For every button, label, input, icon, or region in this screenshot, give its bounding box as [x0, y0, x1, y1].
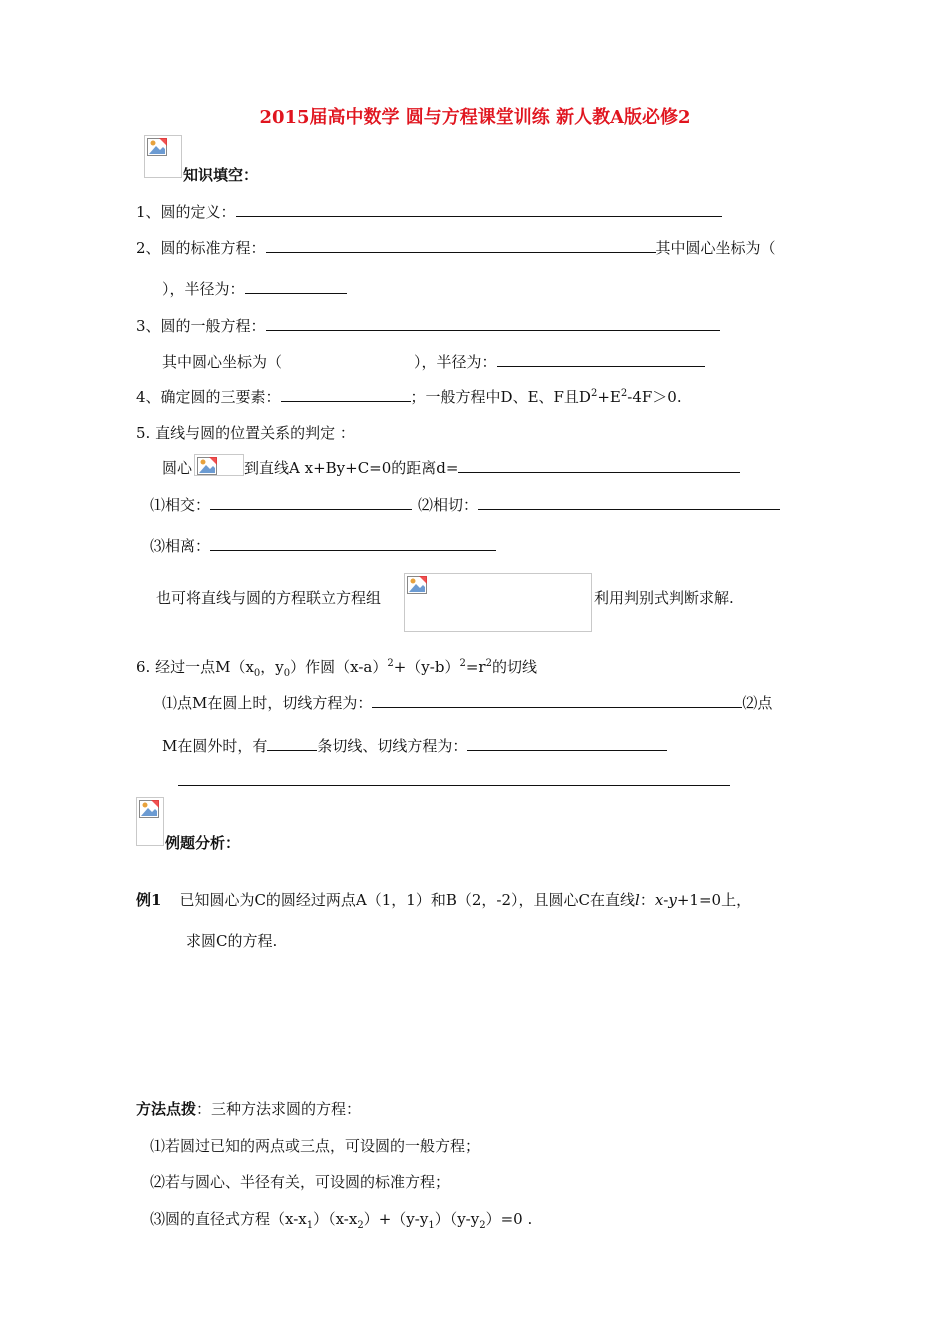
q5-discriminant-text: 利用判别式判断求解.	[594, 589, 734, 607]
var-y: y	[668, 891, 677, 909]
q3-center-text: 其中圆心坐标为（	[162, 353, 283, 371]
q3-text: 3、圆的一般方程：	[136, 317, 266, 335]
q5-intersect	[150, 494, 780, 515]
var-x: x	[654, 891, 664, 909]
blank-line	[210, 495, 412, 510]
q6-on-circle	[162, 692, 772, 713]
section-heading-examples: 例题分析：	[165, 834, 241, 852]
q6-text-3: ）作圆（x-a）	[290, 658, 388, 676]
method-2: ⑵若与圆心、半径有关，可设圆的标准方程；	[150, 1173, 451, 1191]
blank-line	[236, 202, 722, 217]
q3-label	[136, 315, 720, 336]
blank-line	[245, 279, 347, 294]
example-label: 例1	[136, 891, 162, 909]
q5-system-text: 也可将直线与圆的方程联立方程组	[156, 589, 382, 607]
q6-point-text: ⑵点	[742, 694, 773, 712]
q6-text-4: +（y-b）	[393, 658, 460, 676]
superscript: 2	[387, 658, 394, 669]
subscript: 1	[306, 1220, 314, 1231]
subscript: 2	[479, 1220, 486, 1231]
q2-center-text: 其中圆心坐标为（	[655, 239, 776, 257]
q6-text-5: =r	[465, 658, 486, 676]
q2-radius-text: ），半径为：	[162, 280, 245, 298]
q5-distance	[162, 457, 740, 478]
example-text-2: +1=0上，	[676, 891, 752, 909]
method-3-text-4: ）（y-y	[434, 1210, 480, 1228]
q6-outside-text: M在圆外时，有	[162, 737, 268, 755]
q1-label	[136, 201, 722, 222]
blank-line	[266, 316, 720, 331]
q4-label	[136, 386, 682, 407]
q2-text: 2、圆的标准方程：	[136, 239, 266, 257]
blank-line	[210, 536, 496, 551]
q2-label	[136, 237, 776, 258]
broken-image-icon	[194, 454, 244, 476]
minus: -	[663, 891, 669, 909]
blank-line	[467, 736, 667, 751]
broken-image-icon	[136, 797, 164, 846]
q1-text: 1、圆的定义：	[136, 203, 236, 221]
method-label: 方法点拨	[136, 1100, 197, 1118]
q5-distance-text: 到直线A x+By+C=0的距离d=	[244, 459, 459, 477]
q3-radius-text: ），半径为：	[414, 353, 497, 371]
blank-line	[458, 458, 740, 473]
blank-line	[267, 736, 317, 751]
blank-line	[281, 387, 411, 402]
subscript: 2	[357, 1220, 364, 1231]
blank-line	[372, 693, 742, 708]
q3-cont	[162, 351, 705, 372]
subscript: 1	[428, 1220, 435, 1231]
q5-separate-text: ⑶相离：	[150, 537, 211, 555]
method-3-text-5: ）=0 .	[485, 1210, 533, 1228]
q5-center-text: 圆心	[162, 459, 193, 477]
blank-line	[266, 238, 656, 253]
method-heading	[136, 1098, 361, 1119]
superscript: 2	[620, 388, 628, 399]
q6-tangent-count-text: 条切线、切线方程为：	[317, 737, 468, 755]
blank-line	[478, 495, 780, 510]
method-1: ⑴若圆过已知的两点或三点，可设圆的一般方程；	[150, 1137, 481, 1155]
example-text: 已知圆心为C的圆经过两点A（1，1）和B（2，-2），且圆心C在直线	[179, 891, 635, 909]
q6-text-6: 的切线	[491, 658, 537, 676]
q6-extra-line	[178, 771, 730, 790]
q6-on-circle-text: ⑴点M在圆上时，切线方程为：	[162, 694, 373, 712]
superscript: 2	[459, 658, 466, 669]
q4-cond-text-2: +E	[597, 388, 621, 406]
method-text: ：三种方法求圆的方程：	[196, 1100, 362, 1118]
q5-label: 5. 直线与圆的位置关系的判定 ：	[136, 424, 355, 442]
method-3-text: ⑶圆的直径式方程（x-x	[150, 1210, 307, 1228]
broken-image-icon	[404, 573, 592, 632]
example-1	[136, 889, 751, 910]
broken-image-icon	[144, 135, 182, 178]
blank-line	[497, 352, 705, 367]
q5-intersect-text: ⑴相交：	[150, 496, 211, 514]
q4-text: 4、确定圆的三要素：	[136, 388, 281, 406]
method-3-text-3: ）+（y-y	[363, 1210, 429, 1228]
line-name: l	[635, 891, 640, 909]
q6-text-2: ，y	[260, 658, 284, 676]
method-3-text-2: ）（x-x	[313, 1210, 358, 1228]
blank-line	[178, 771, 730, 786]
q4-cond-text: ；一般方程中D、E、F且D	[410, 388, 591, 406]
q4-cond-text-3: -4F＞0.	[627, 388, 682, 406]
superscript: 2	[485, 658, 492, 669]
colon: ：	[639, 891, 655, 909]
q2-cont	[162, 278, 347, 299]
section-heading-knowledge: 知识填空：	[183, 166, 259, 184]
superscript: 2	[590, 388, 598, 399]
q5-separate	[150, 535, 496, 556]
q6-text: 6. 经过一点M（x	[136, 658, 254, 676]
subscript: 0	[253, 668, 261, 679]
method-3	[150, 1208, 532, 1231]
q6-label	[136, 656, 537, 679]
q6-outside	[162, 735, 667, 756]
subscript: 0	[283, 668, 291, 679]
example-1-question: 求圆C的方程.	[186, 932, 278, 950]
page-title: 2015届高中数学 圆与方程课堂训练 新人教A版必修2	[259, 107, 691, 128]
q5-tangent-text: ⑵相切：	[418, 496, 479, 514]
